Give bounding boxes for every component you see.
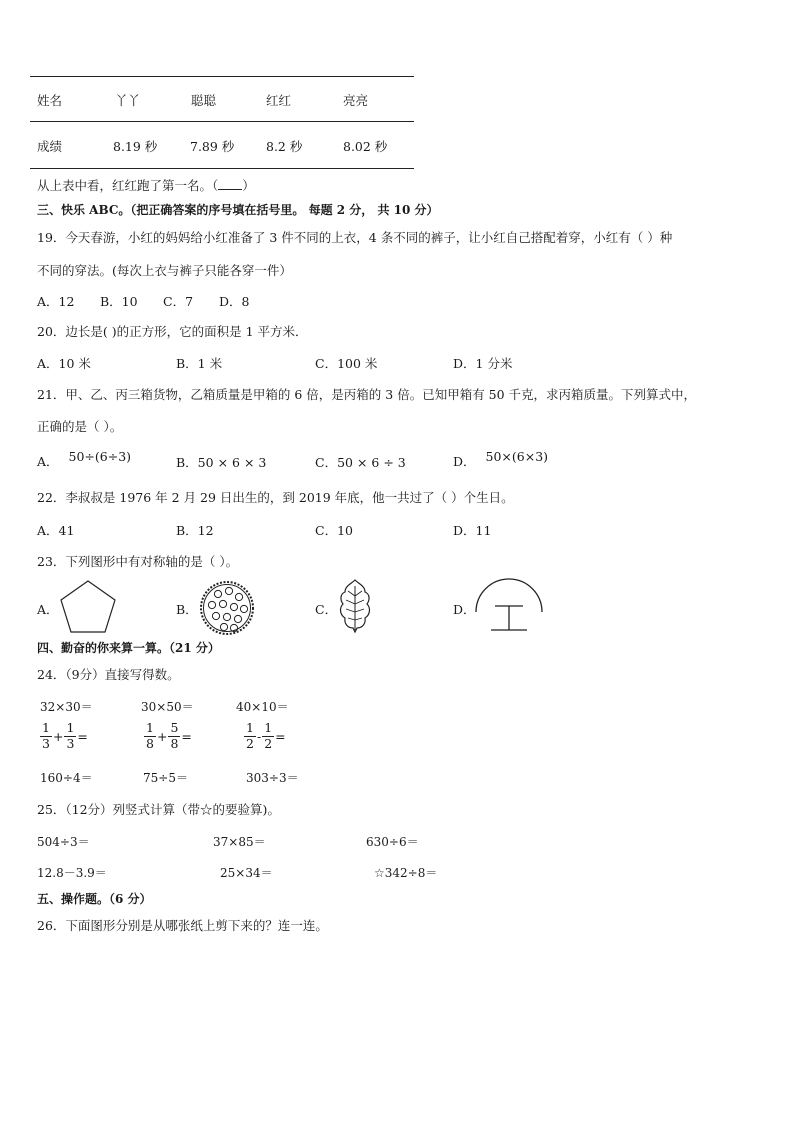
fraction <box>64 722 76 750</box>
section-5-title: 五、操作题。（6 分） <box>37 892 152 906</box>
option-d-label: D． <box>453 454 476 469</box>
table-cell: 7.89 秒 <box>190 139 235 154</box>
operator: - <box>256 728 262 744</box>
numerator: 1 <box>66 720 75 735</box>
arch-icon[interactable] <box>473 578 545 632</box>
leaf-icon[interactable] <box>337 578 373 634</box>
fraction-expression <box>143 722 192 750</box>
pentagon-icon[interactable] <box>58 579 118 635</box>
question-22-text: 22．李叔叔是 1976 年 2 月 29 日出生的，到 2019 年底，他一共过了（ ）个生日。 <box>37 490 514 505</box>
numerator: 1 <box>42 720 50 735</box>
option-c[interactable]: C．7 <box>163 294 194 309</box>
question-23-text: 23．下列图形中有对称轴的是（ ）。 <box>37 554 239 569</box>
fraction-expression <box>39 722 88 750</box>
table-cell: 8.2 秒 <box>266 139 303 154</box>
option-b[interactable]: B．1 米 <box>176 356 223 371</box>
table-cell: 成绩 <box>37 139 63 154</box>
calc-item: 40×10＝ <box>236 700 289 714</box>
option-a[interactable]: A．41 <box>37 523 75 538</box>
option-d[interactable]: D．11 <box>453 523 492 538</box>
calc-item: ☆342÷8＝ <box>374 866 438 880</box>
question-25-title: 25．（12分）列竖式计算（带☆的要验算)。 <box>37 802 280 817</box>
option-b[interactable]: B．12 <box>176 523 214 538</box>
question-24-title: 24．（9分）直接写得数。 <box>37 667 180 682</box>
numerator: 1 <box>246 720 254 735</box>
denominator: 3 <box>66 735 75 751</box>
table-bottom-rule <box>30 168 414 169</box>
expression-d: 50×(6×3) <box>485 449 549 464</box>
numerator: 1 <box>146 720 154 735</box>
question-20-text: 20．边长是( )的正方形，它的面积是 1 平方米． <box>37 324 308 339</box>
table-header-cell: 亮亮 <box>343 93 369 108</box>
numerator: 1 <box>264 720 273 735</box>
table-header-cell: 红红 <box>266 93 292 108</box>
calc-item: 25×34＝ <box>220 866 273 880</box>
table-header-cell: 姓名 <box>37 93 63 108</box>
table-header-cell: 聪聪 <box>191 93 217 108</box>
option-d[interactable]: D．8 <box>219 294 250 309</box>
equals: = <box>77 728 88 744</box>
calc-item: 303÷3＝ <box>246 771 299 785</box>
option-a[interactable] <box>37 449 132 470</box>
question-19-line1: 19．今天春游，小红的妈妈给小红准备了 3 件不同的上衣，4 条不同的裤子，让小红自己搭配着穿，小红有（ ）种 <box>37 230 673 245</box>
calc-item: 30×50＝ <box>141 700 194 714</box>
option-c[interactable]: C．100 米 <box>315 356 378 371</box>
fraction <box>40 722 52 750</box>
question-18-close: ） <box>242 178 255 193</box>
option-b[interactable]: B．50 × 6 × 3 <box>176 455 267 470</box>
option-a[interactable]: A．10 米 <box>37 356 91 371</box>
calc-item: 504÷3＝ <box>37 835 90 849</box>
option-c[interactable]: C．10 <box>315 523 353 538</box>
option-d[interactable]: D．1 分米 <box>453 356 513 371</box>
calc-item: 37×85＝ <box>213 835 266 849</box>
fraction <box>262 722 274 750</box>
dotted-circle-icon[interactable] <box>198 579 256 637</box>
numerator: 5 <box>170 720 179 735</box>
expression-a: 50÷(6÷3) <box>68 449 132 464</box>
equals: = <box>275 728 286 744</box>
option-b[interactable]: B．10 <box>100 294 138 309</box>
calc-item: 160÷4＝ <box>40 771 93 785</box>
denominator: 3 <box>42 735 50 751</box>
table-header-cell: 丫丫 <box>115 93 141 108</box>
operator: + <box>52 728 64 744</box>
answer-blank[interactable] <box>218 177 242 190</box>
table-top-rule <box>30 76 414 77</box>
question-21-line2: 正确的是（ ）。 <box>37 419 123 434</box>
question-18-text: 从上表中看，红红跑了第一名。（ <box>37 178 219 193</box>
question-18-statement <box>37 176 255 194</box>
denominator: 8 <box>146 735 154 751</box>
calc-item: 32×30＝ <box>40 700 93 714</box>
fraction <box>244 722 256 750</box>
denominator: 2 <box>246 735 254 751</box>
option-a[interactable]: A． <box>37 602 59 617</box>
table-mid-rule <box>30 121 414 122</box>
option-c[interactable]: C．50 × 6 ÷ 3 <box>315 455 406 470</box>
option-a-label: A． <box>37 454 59 469</box>
equals: = <box>181 728 192 744</box>
table-cell: 8.02 秒 <box>343 139 388 154</box>
question-19-line2: 不同的穿法。(每次上衣与裤子只能各穿一件） <box>37 263 292 278</box>
operator: + <box>156 728 168 744</box>
option-d[interactable] <box>453 449 549 470</box>
fraction-expression <box>243 722 286 750</box>
table-cell: 8.19 秒 <box>113 139 158 154</box>
denominator: 2 <box>264 735 273 751</box>
option-c[interactable]: C． <box>315 602 338 617</box>
calc-item: 12.8－3.9＝ <box>37 866 107 880</box>
section-4-title: 四、勤奋的你来算一算。（21 分） <box>37 641 220 655</box>
fraction <box>168 722 180 750</box>
calc-item: 630÷6＝ <box>366 835 419 849</box>
question-26-text: 26．下面图形分别是从哪张纸上剪下来的？连一连。 <box>37 918 328 933</box>
option-a[interactable]: A．12 <box>37 294 75 309</box>
calc-item: 75÷5＝ <box>143 771 188 785</box>
denominator: 8 <box>170 735 179 751</box>
question-21-line1: 21．甲、乙、丙三箱货物，乙箱质量是甲箱的 6 倍，是丙箱的 3 倍。已知甲箱有 50 千克，求丙箱质量。下列算式中， <box>37 387 697 402</box>
option-d[interactable]: D． <box>453 602 476 617</box>
fraction <box>144 722 156 750</box>
section-3-title: 三、快乐 ABC。（把正确答案的序号填在括号里。 每题 2 分， 共 10 分） <box>37 203 439 217</box>
option-b[interactable]: B． <box>176 602 198 617</box>
